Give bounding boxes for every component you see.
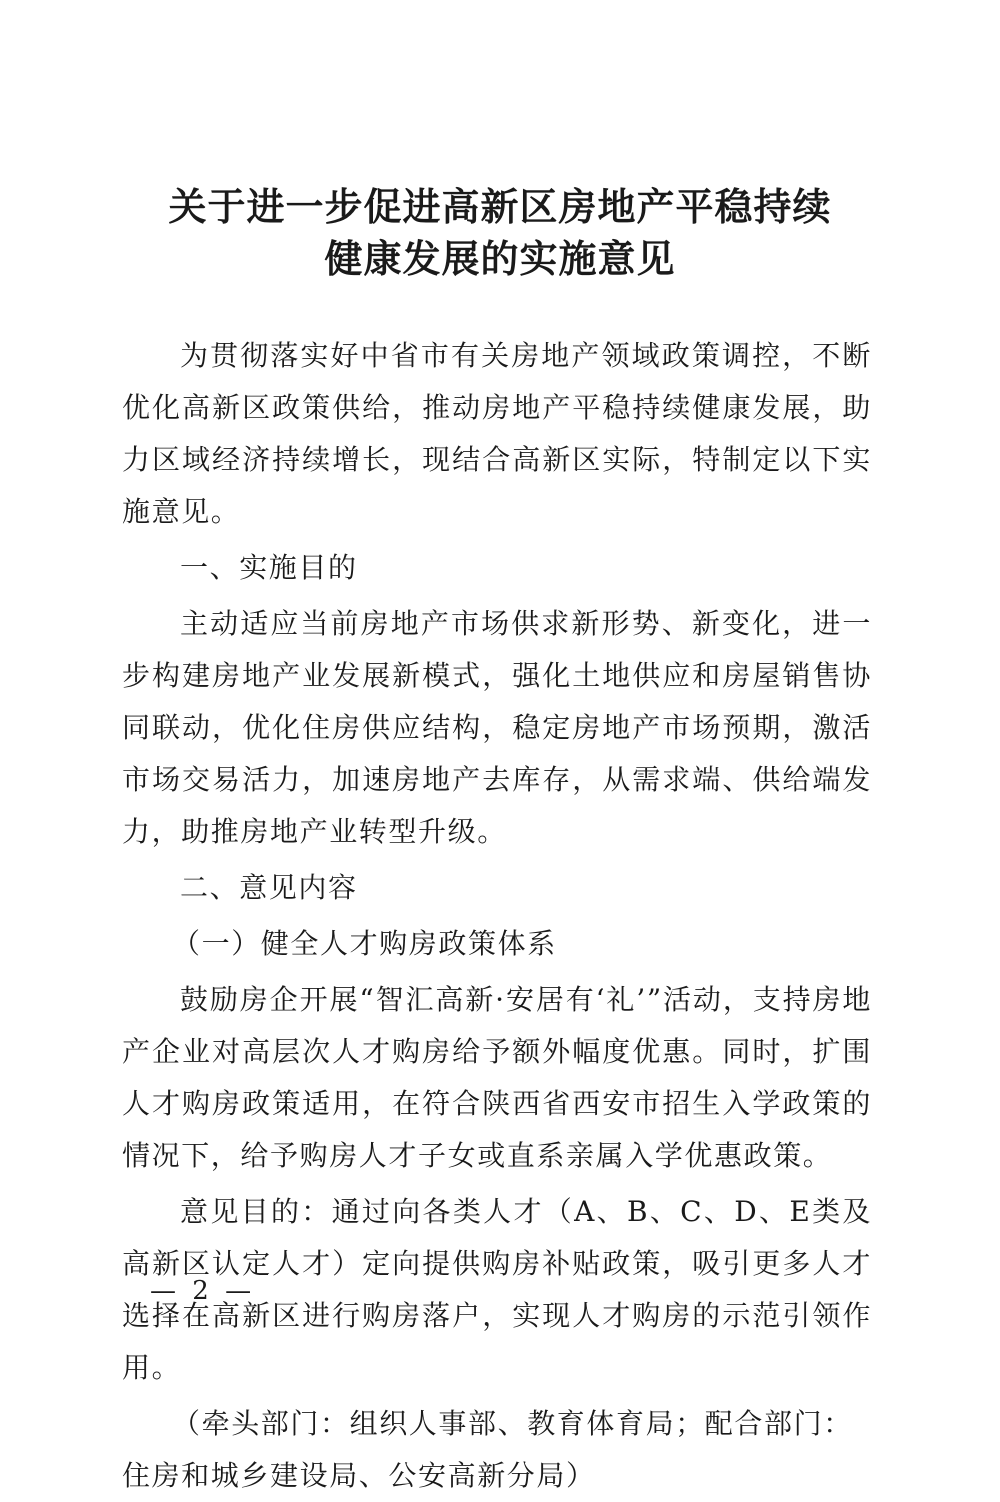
document-body <box>122 330 872 1502</box>
subsection1-paragraph: 鼓励房企开展“智汇高新·安居有‘礼’”活动，支持房地产企业对高层次人才购房给予额外幅度优惠。同时，扩围人才购房政策适用，在符合陕西省西安市招生入学政策的情况下，给予购房人才子女或直系亲属入学优惠政策。 <box>122 983 872 1172</box>
subsection1-heading: （一）健全人才购房政策体系 <box>172 927 557 960</box>
document-title-line1: 关于进一步促进高新区房地产平稳持续 <box>168 184 832 229</box>
section2-heading: 二、意见内容 <box>180 871 358 904</box>
document-title-line2: 健康发展的实施意见 <box>324 236 676 281</box>
section1-paragraph: 主动适应当前房地产市场供求新形势、新变化，进一步构建房地产业发展新模式，强化土地供应和房屋销售协同联动，优化住房供应结构，稳定房地产市场预期，激活市场交易活力，加速房地产去库存，从需求端、供给端发力，助推房地产业转型升级。 <box>122 607 872 848</box>
subsection1-departments: （牵头部门：组织人事部、教育体育局；配合部门：住房和城乡建设局、公安高新分局） <box>122 1407 853 1492</box>
intro-paragraph: 为贯彻落实好中省市有关房地产领域政策调控，不断优化高新区政策供给，推动房地产平稳持续健康发展，助力区域经济持续增长，现结合高新区实际，特制定以下实施意见。 <box>122 339 872 528</box>
page-number: — 2 — <box>150 1276 256 1306</box>
subsection1-purpose: 意见目的：通过向各类人才（A、B、C、D、E类及高新区认定人才）定向提供购房补贴政策，吸引更多人才选择在高新区进行购房落户，实现人才购房的示范引领作用。 <box>122 1195 872 1384</box>
section1-heading: 一、实施目的 <box>180 551 358 584</box>
